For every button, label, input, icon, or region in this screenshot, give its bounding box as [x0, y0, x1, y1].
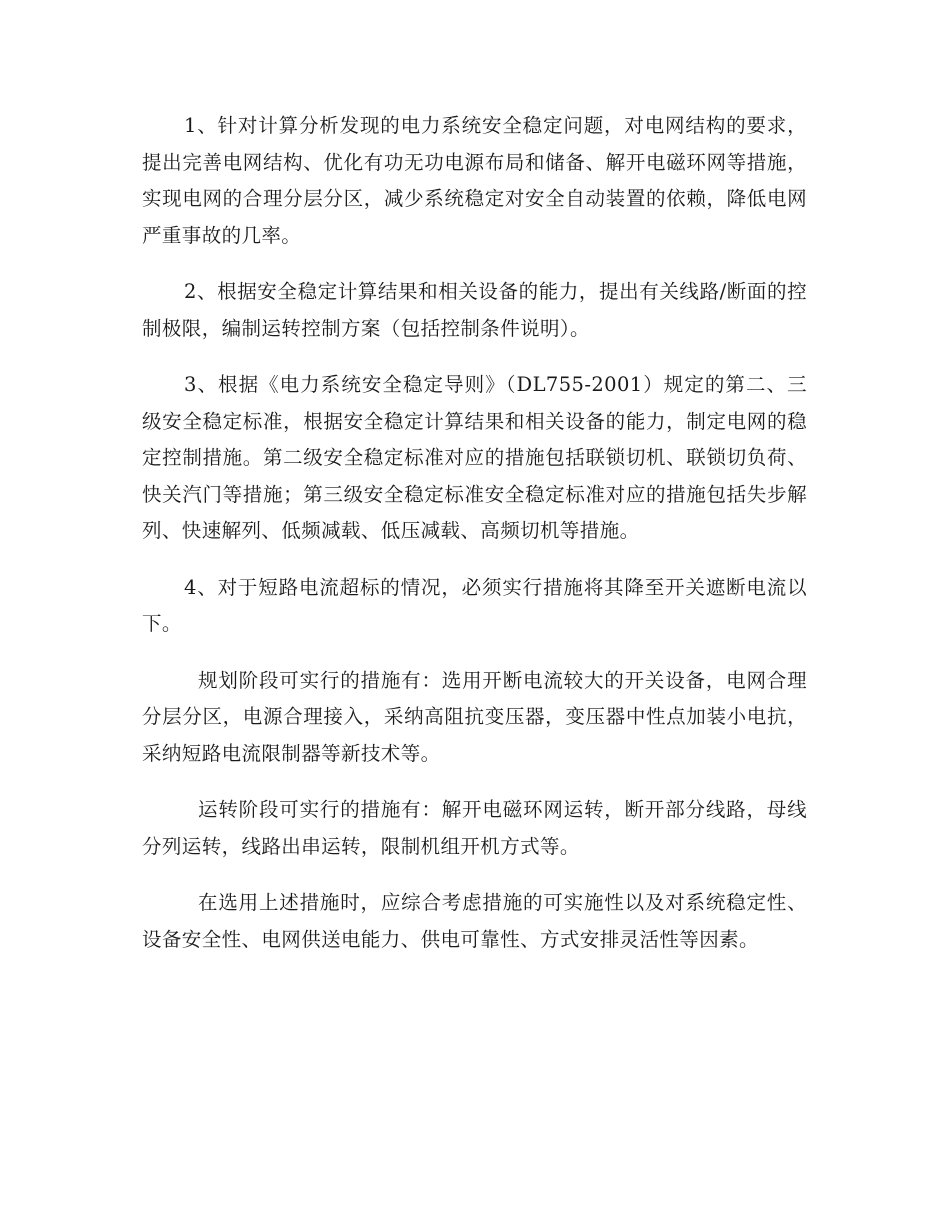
paragraph-considerations: 在选用上述措施时，应综合考虑措施的可实施性以及对系统稳定性、设备安全性、电网供送电能力、供电可靠性、方式安排灵活性等因素。 [142, 891, 807, 951]
paragraph-item-4: 4、对于短路电流超标的情况，必须实行措施将其降至开关遮断电流以下。 [142, 575, 807, 635]
paragraph-item-2: 2、根据安全稳定计算结果和相关设备的能力，提出有关线路/断面的控制极限，编制运转控制方案（包括控制条件说明）。 [142, 280, 807, 340]
paragraph-operation-measures: 运转阶段可实行的措施有：解开电磁环网运转，断开部分线路，母线分列运转，线路出串运转，限制机组开机方式等。 [142, 798, 807, 858]
paragraph-planning-measures: 规划阶段可实行的措施有：选用开断电流较大的开关设备，电网合理分层分区，电源合理接入，采纳高阻抗变压器，变压器中性点加装小电抗，采纳短路电流限制器等新技术等。 [142, 668, 807, 765]
document-body [142, 108, 807, 978]
paragraph-item-1: 1、针对计算分析发现的电力系统安全稳定问题，对电网结构的要求，提出完善电网结构、优化有功无功电源布局和储备、解开电磁环网等措施，实现电网的合理分层分区，减少系统稳定对安全自动装置的依赖，降低电网严重事故的几率。 [142, 114, 807, 247]
paragraph-item-3: 3、根据《电力系统安全稳定导则》（DL755-2001）规定的第二、三级安全稳定标准，根据安全稳定计算结果和相关设备的能力，制定电网的稳定控制措施。第二级安全稳定标准对应的措施包括联锁切机、联锁切负荷、快关汽门等措施；第三级安全稳定标准安全稳定标准对应的措施包括失步解列、快速解列、低频减载、低压减载、高频切机等措施。 [142, 373, 807, 542]
